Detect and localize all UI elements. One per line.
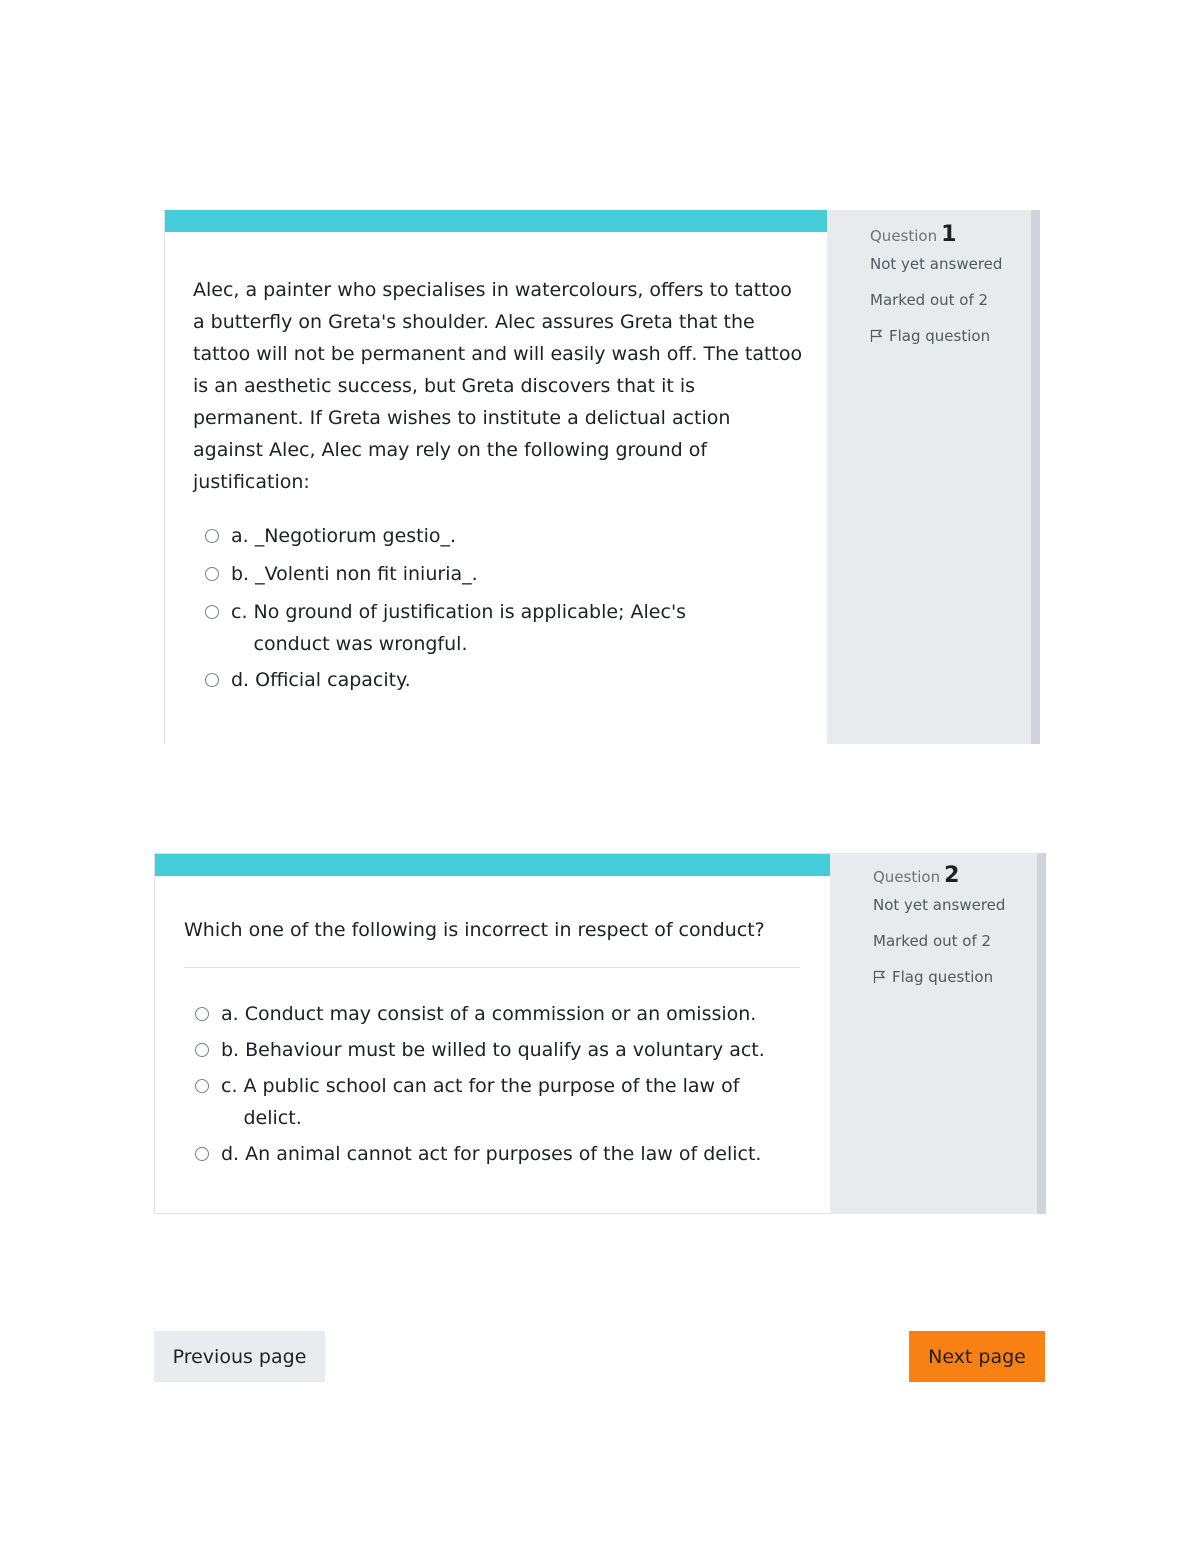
question-number-value: 2: [944, 863, 960, 888]
option-letter: c.: [231, 601, 248, 623]
option-letter: b.: [231, 563, 250, 585]
question-content: [154, 853, 830, 1214]
flag-question-link[interactable]: [873, 968, 1005, 986]
option-text: Official capacity.: [255, 669, 411, 691]
previous-page-button[interactable]: Previous page: [154, 1331, 325, 1382]
question-card-2: [154, 853, 1046, 1214]
flag-icon: [870, 329, 883, 343]
option-letter: d.: [231, 669, 250, 691]
question-text: Alec, a painter who specialises in watercolours, offers to tattoo a butterfly on Greta's shoulder. Alec assures Greta that the tattoo will not be permanent and will easily wash off. The tattoo is an aesthetic success, but Greta discovers that it is permanent. If Greta wishes to institute a delictual action against Alec, Alec may rely on the following ground of justification:: [193, 279, 803, 493]
option-letter: c.: [221, 1075, 238, 1097]
question-number: [873, 863, 1005, 888]
question-card-1: [164, 210, 1040, 744]
option-text: Behaviour must be willed to qualify as a voluntary act.: [245, 1039, 765, 1061]
radio-button[interactable]: [205, 673, 219, 687]
radio-button[interactable]: [195, 1043, 209, 1057]
question-marks: Marked out of 2: [873, 932, 992, 950]
radio-button[interactable]: [205, 605, 219, 619]
option-letter: a.: [221, 1003, 239, 1025]
radio-button[interactable]: [195, 1079, 209, 1093]
flag-question-label: Flag question: [889, 327, 991, 345]
question-status: Not yet answered: [870, 255, 1003, 273]
question-content: [164, 210, 827, 744]
question-marks: Marked out of 2: [870, 291, 989, 309]
answer-option-d[interactable]: [195, 1138, 805, 1170]
radio-button[interactable]: [195, 1007, 209, 1021]
answer-option-c[interactable]: [195, 1070, 805, 1134]
flag-icon: [873, 970, 886, 984]
answer-option-d[interactable]: [205, 664, 795, 696]
answer-option-c[interactable]: [205, 596, 795, 660]
question-text: Which one of the following is incorrect in respect of conduct?: [184, 919, 765, 941]
question-status: Not yet answered: [873, 896, 1006, 914]
answer-option-b[interactable]: [205, 558, 795, 590]
question-info-panel: [827, 210, 1040, 744]
question-info-panel: [830, 853, 1046, 1214]
radio-button[interactable]: [205, 529, 219, 543]
answer-options: [205, 520, 795, 696]
option-text: Conduct may consist of a commission or an omission.: [244, 1003, 757, 1025]
info-panel-edge: [1037, 853, 1046, 1214]
option-text: _Negotiorum gestio_.: [254, 525, 457, 547]
option-letter: a.: [231, 525, 249, 547]
radio-button[interactable]: [205, 567, 219, 581]
question-label: Question: [873, 868, 941, 886]
question-label: Question: [870, 227, 938, 245]
flag-question-link[interactable]: [870, 327, 1002, 345]
option-text: _Volenti non fit iniuria_.: [255, 563, 478, 585]
radio-button[interactable]: [195, 1147, 209, 1161]
question-accent-bar: [165, 210, 827, 232]
option-text: An animal cannot act for purposes of the law of delict.: [245, 1143, 762, 1165]
answer-options: [195, 998, 805, 1170]
question-number: [870, 222, 1002, 247]
info-panel-edge: [1031, 210, 1040, 744]
question-number-value: 1: [941, 222, 957, 247]
option-letter: b.: [221, 1039, 240, 1061]
option-letter: d.: [221, 1143, 240, 1165]
option-text: No ground of justification is applicable; Alec's conduct was wrongful.: [253, 601, 687, 655]
question-divider: [184, 967, 800, 968]
flag-question-label: Flag question: [892, 968, 994, 986]
answer-option-b[interactable]: [195, 1034, 805, 1066]
answer-option-a[interactable]: [195, 998, 805, 1030]
option-text: A public school can act for the purpose of the law of delict.: [243, 1075, 740, 1129]
question-accent-bar: [155, 854, 830, 876]
answer-option-a[interactable]: [205, 520, 795, 552]
next-page-button[interactable]: Next page: [909, 1331, 1045, 1382]
